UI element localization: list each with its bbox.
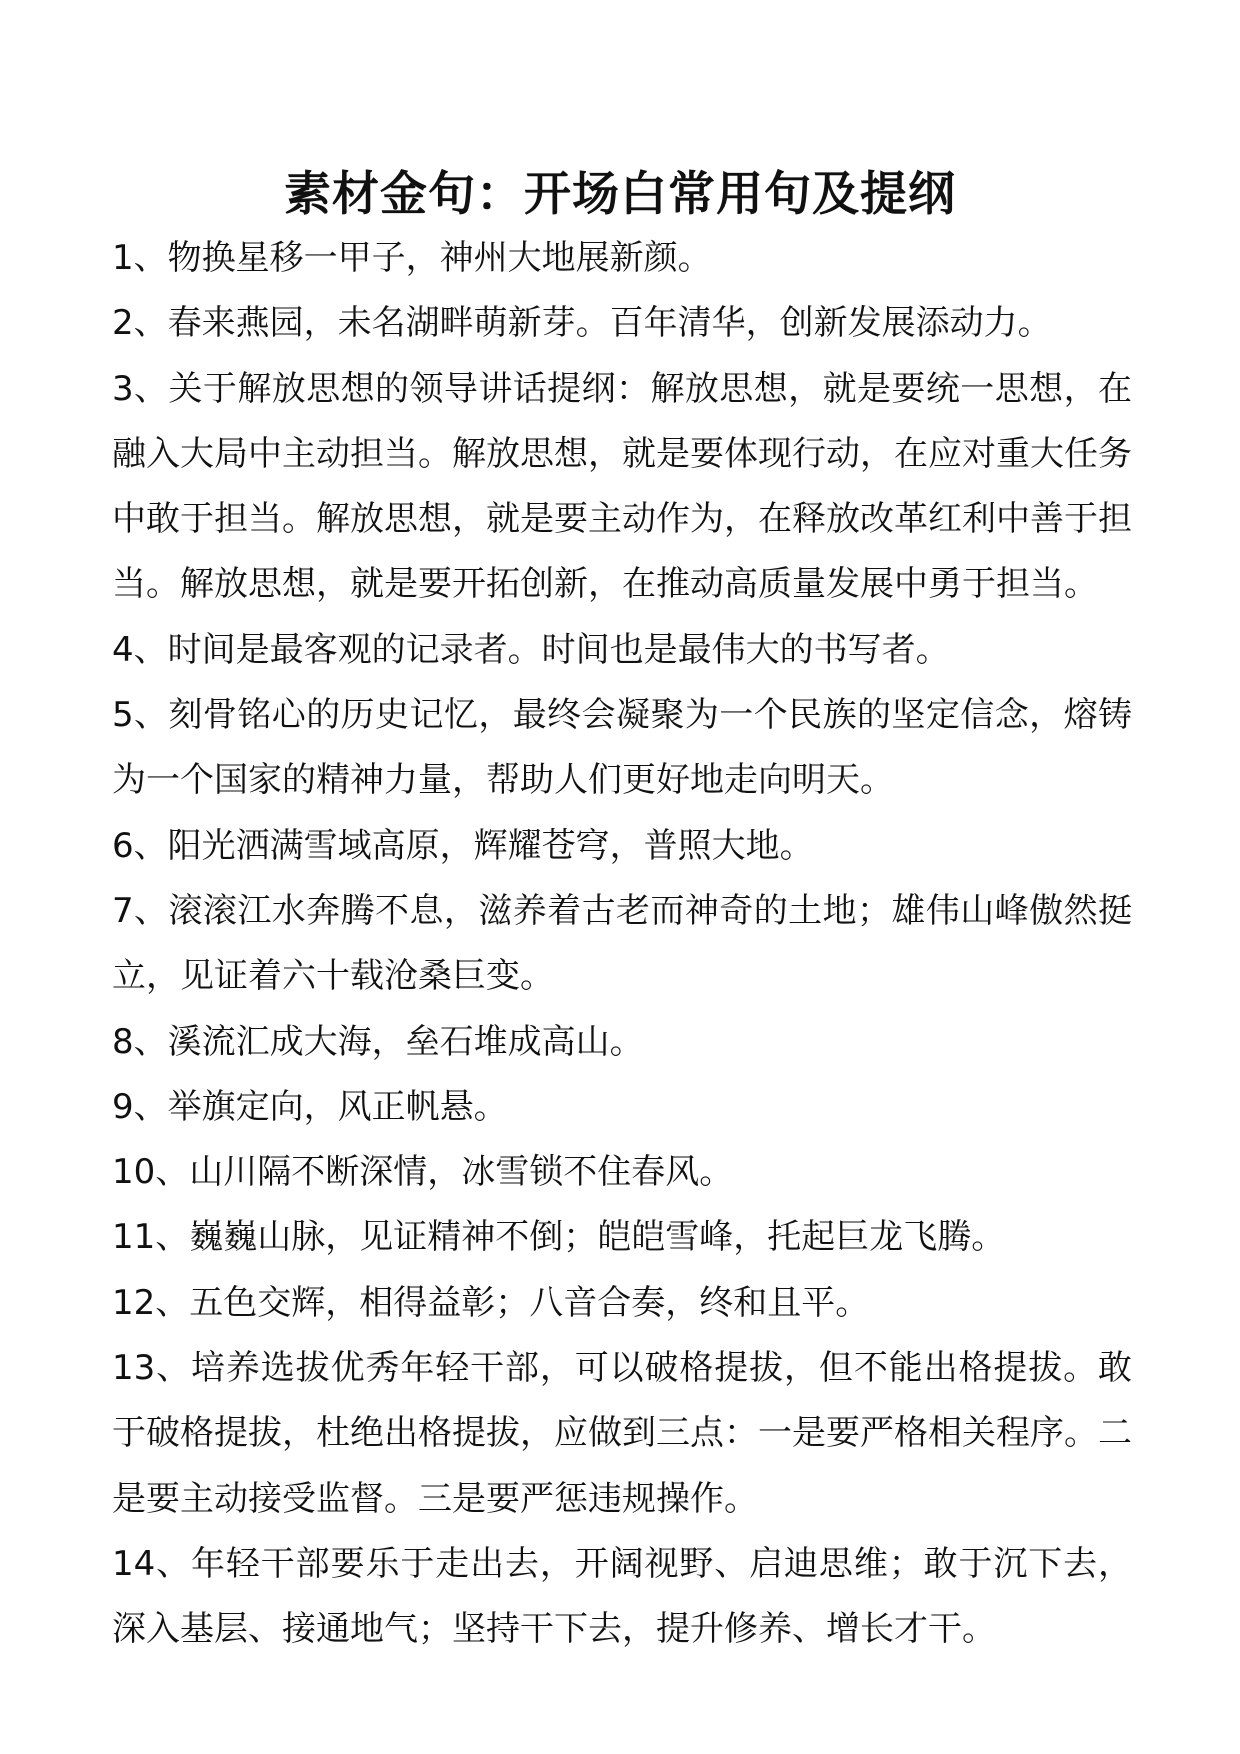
list-item: 12、五色交辉，相得益彰；八音合奏，终和且平。 <box>112 1282 870 1323</box>
list-item: 5、刻骨铭心的历史记忆，最终会凝聚为一个民族的坚定信念，熔铸为一个国家的精神力量，帮助人们更好地走向明天。 <box>112 695 1132 801</box>
list-item: 4、时间是最客观的记录者。时间也是最伟大的书写者。 <box>112 629 950 670</box>
list-item: 9、举旗定向，风正帆悬。 <box>112 1086 508 1127</box>
list-item: 2、春来燕园，未名湖畔萌新芽。百年清华，创新发展添动力。 <box>112 303 1052 344</box>
list-item: 11、巍巍山脉，见证精神不倒；皑皑雪峰，托起巨龙飞腾。 <box>112 1217 1006 1258</box>
list-item: 10、山川隔不断深情，冰雪锁不住春风。 <box>112 1152 734 1193</box>
list-item: 8、溪流汇成大海，垒石堆成高山。 <box>112 1021 644 1062</box>
list-item: 7、滚滚江水奔腾不息，滋养着古老而神奇的土地；雄伟山峰傲然挺立，见证着六十载沧桑巨变。 <box>112 890 1132 997</box>
list-item: 3、关于解放思想的领导讲话提纲：解放思想，就是要统一思想，在融入大局中主动担当。解放思想，就是要体现行动，在应对重大任务中敢于担当。解放思想，就是要主动作为，在释放改革红利中善于担当。解放思想，就是要开拓创新，在推动高质量发展中勇于担当。 <box>112 368 1132 605</box>
page-title: 素材金句：开场白常用句及提纲 <box>284 167 956 222</box>
list-item: 6、阳光洒满雪域高原，辉耀苍穹，普照大地。 <box>112 825 814 866</box>
list-item: 14、年轻干部要乐于走出去，开阔视野、启迪思维；敢于沉下去，深入基层、接通地气；坚持干下去，提升修养、增长才干。 <box>112 1543 1132 1650</box>
list-item: 1、物换星移一甲子，神州大地展新颜。 <box>112 238 712 278</box>
list-item: 13、培养选拔优秀年轻干部，可以破格提拔，但不能出格提拔。敢于破格提拔，杜绝出格提拔，应做到三点：一是要严格相关程序。二是要主动接受监督。三是要严惩违规操作。 <box>112 1348 1132 1519</box>
quote-list <box>112 226 1132 1663</box>
